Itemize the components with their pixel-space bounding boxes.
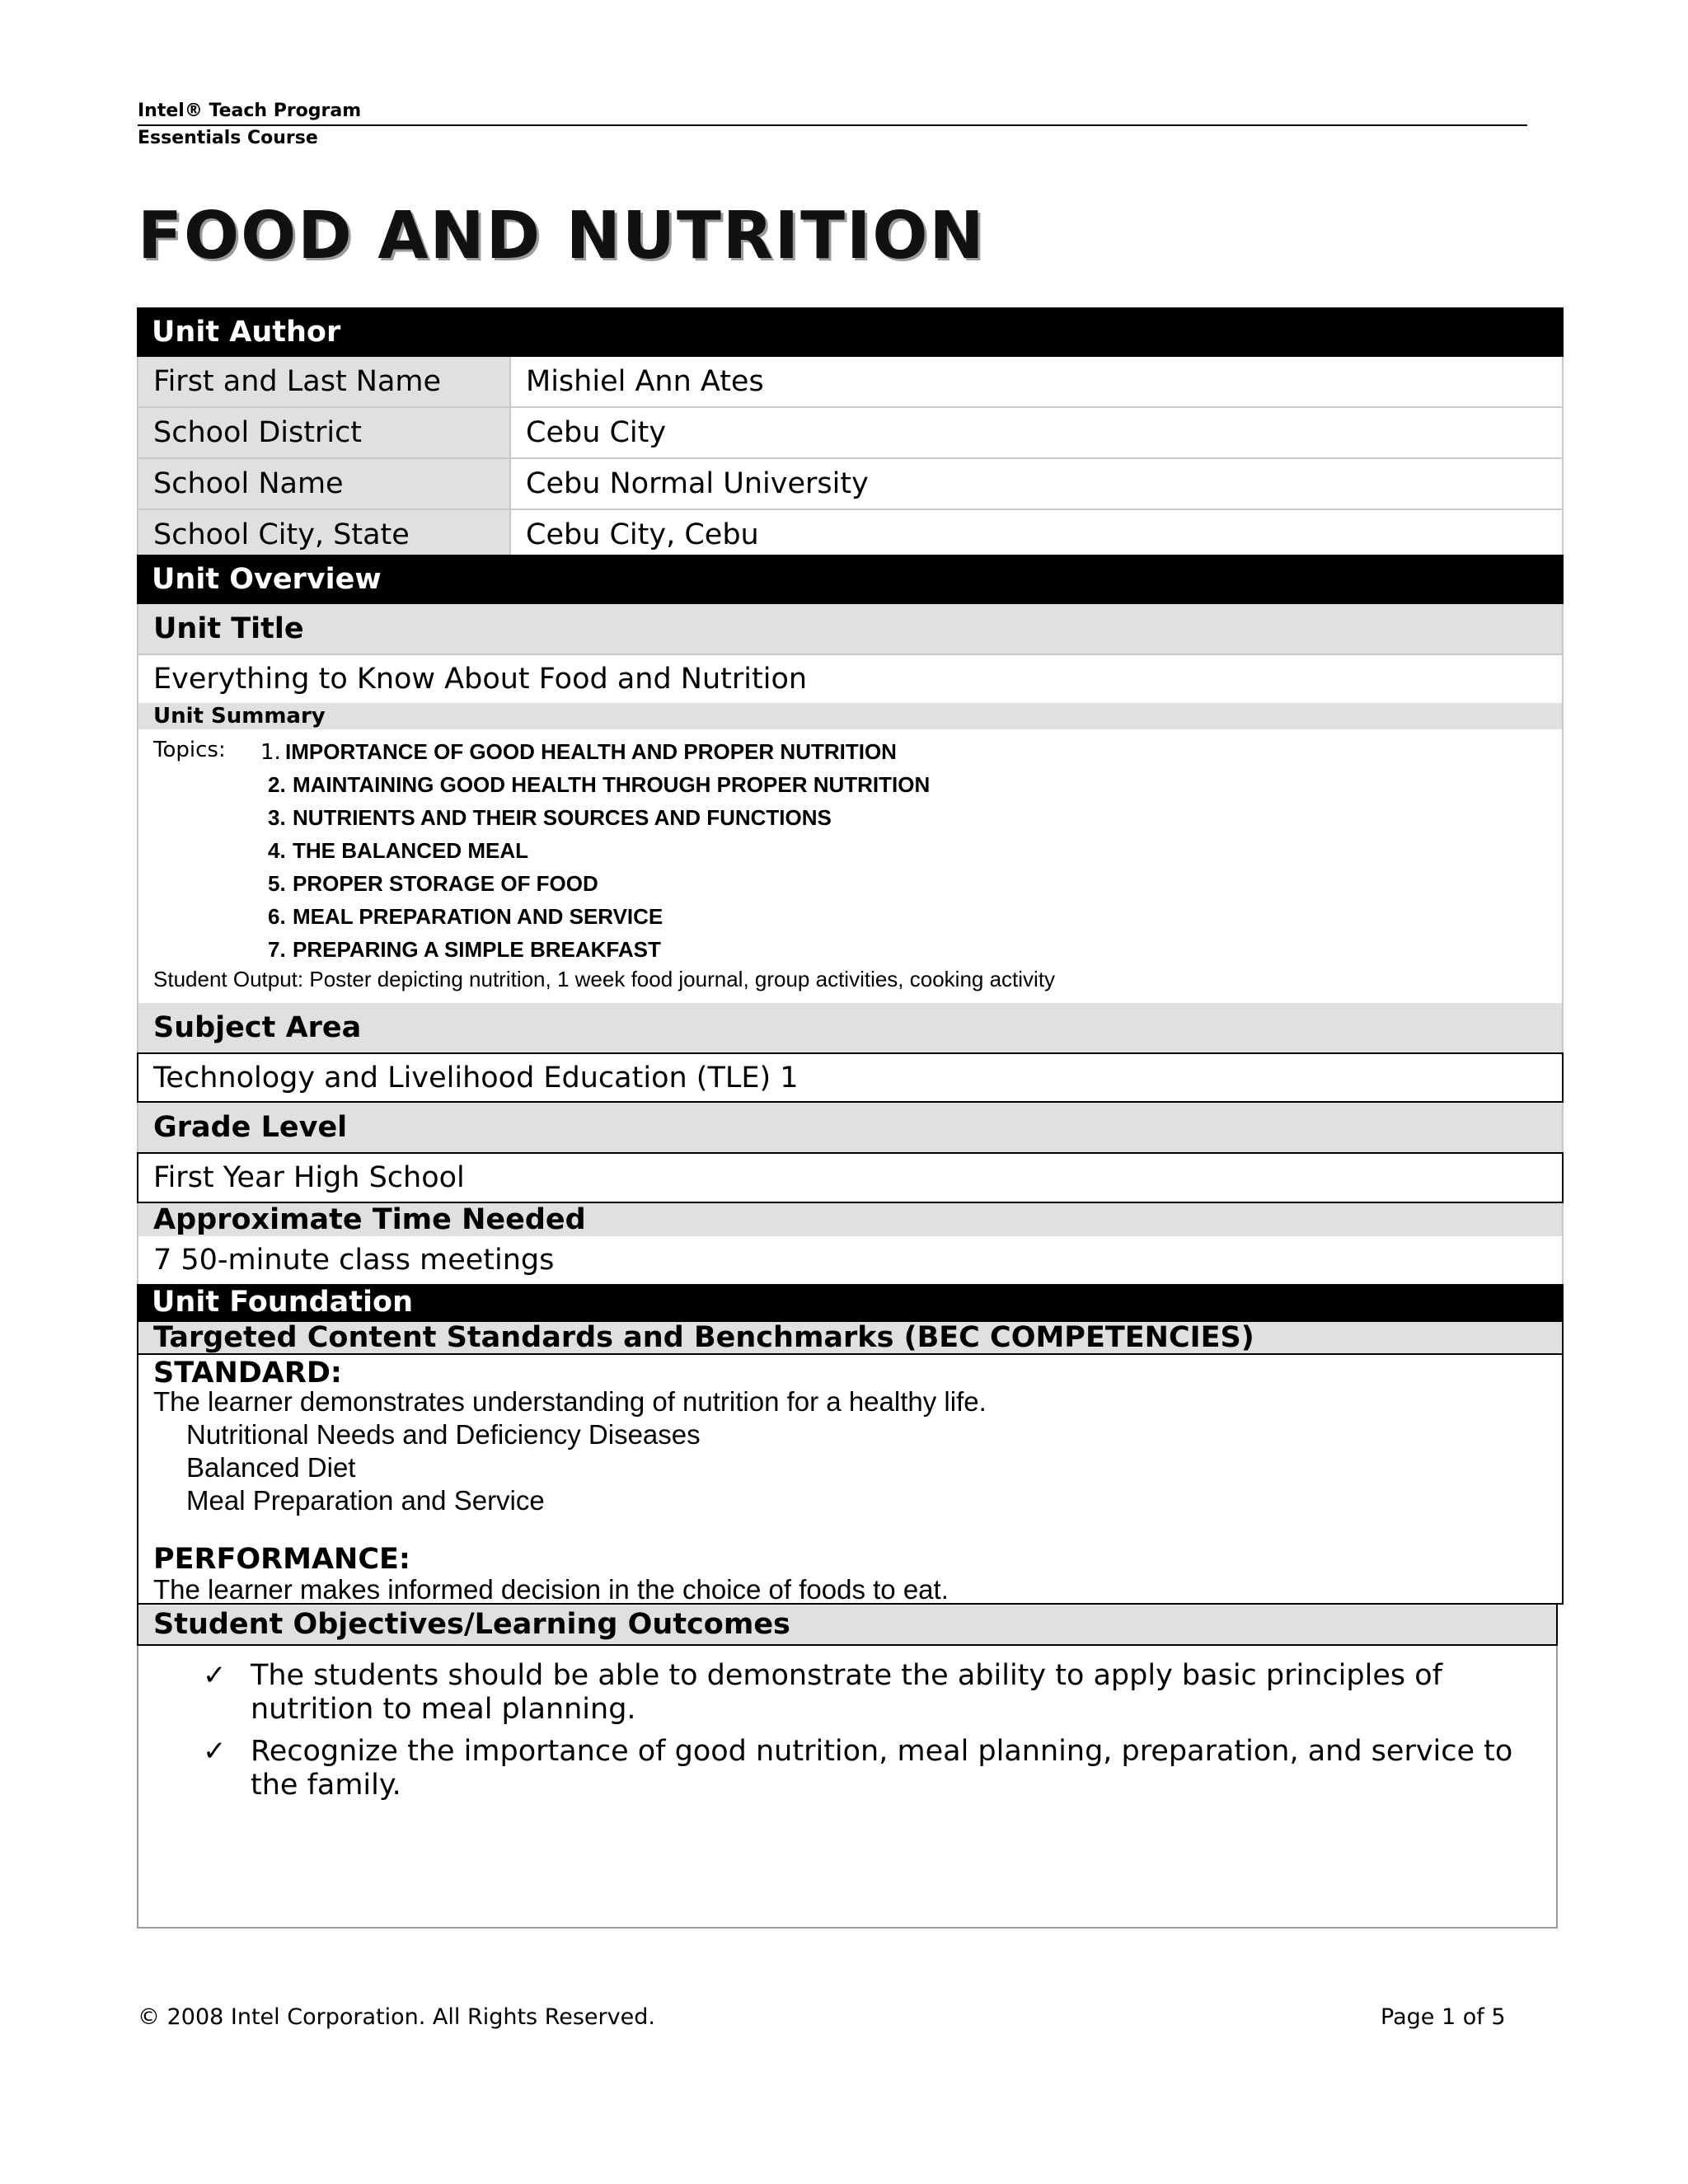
school-city-label: School City, State [138, 510, 511, 560]
program-name: Intel® Teach Program [138, 101, 362, 121]
subject-area-label: Subject Area [137, 1003, 1564, 1052]
author-row [138, 408, 1562, 459]
course-name: Essentials Course [138, 128, 318, 148]
topic-item: 7. PREPARING A SIMPLE BREAKFAST [268, 937, 661, 962]
copyright-notice: © 2008 Intel Corporation. All Rights Reserved. [138, 2004, 655, 2030]
objective-item: ✓ Recognize the importance of good nutrition, meal planning, preparation, and service to the family. [203, 1735, 1513, 1802]
unit-foundation-heading: Unit Foundation [137, 1284, 1564, 1320]
author-name-label: First and Last Name [138, 357, 511, 406]
unit-title-value: Everything to Know About Food and Nutrition [137, 654, 1564, 703]
topics-label: Topics: [153, 738, 226, 762]
author-row [138, 510, 1562, 560]
unit-summary-label: Unit Summary [137, 703, 1564, 729]
school-name-label: School Name [138, 459, 511, 509]
document-title: FOOD AND NUTRITION [138, 198, 986, 274]
grade-level-label: Grade Level [137, 1103, 1564, 1152]
running-header [138, 97, 1527, 152]
unit-overview-heading: Unit Overview [137, 555, 1564, 604]
standard-item: Nutritional Needs and Deficiency Diseases [186, 1419, 701, 1450]
author-row [138, 357, 1562, 408]
page-number: Page 1 of 5 [1381, 2004, 1506, 2030]
student-output: Student Output: Poster depicting nutrition, 1 week food journal, group activities, cooking activity [153, 967, 1056, 991]
school-district-value: Cebu City [526, 416, 667, 449]
topic-item: 5. PROPER STORAGE OF FOOD [268, 871, 598, 896]
header-rule [138, 124, 1527, 126]
check-icon: ✓ [203, 1659, 227, 1692]
author-row [138, 459, 1562, 510]
topics-list [260, 735, 897, 768]
time-needed-value: 7 50-minute class meetings [137, 1236, 1564, 1284]
school-city-value: Cebu City, Cebu [526, 518, 759, 551]
check-icon: ✓ [203, 1735, 227, 1768]
author-name-value: Mishiel Ann Ates [526, 365, 764, 398]
standards-body [137, 1355, 1564, 1605]
standard-text: The learner demonstrates understanding of nutrition for a healthy life. [153, 1386, 987, 1417]
school-name-value: Cebu Normal University [526, 467, 869, 500]
objectives-label: Student Objectives/Learning Outcomes [137, 1605, 1558, 1646]
school-district-label: School District [138, 408, 511, 457]
standards-label: Targeted Content Standards and Benchmarks (BEC COMPETENCIES) [137, 1320, 1564, 1355]
unit-author-table [137, 357, 1564, 560]
objective-item: ✓ The students should be able to demonstrate the ability to apply basic principles of nutrition to meal planning. [203, 1659, 1442, 1726]
topic-item: 1. IMPORTANCE OF GOOD HEALTH AND PROPER NUTRITION [260, 739, 897, 765]
standard-heading: STANDARD: [153, 1357, 342, 1390]
topic-item: 6. MEAL PREPARATION AND SERVICE [268, 904, 663, 929]
grade-level-value: First Year High School [137, 1152, 1564, 1203]
performance-heading: PERFORMANCE: [153, 1543, 410, 1576]
unit-summary-body [137, 729, 1564, 1003]
topic-item: 2. MAINTAINING GOOD HEALTH THROUGH PROPER NUTRITION [268, 772, 931, 797]
time-needed-label: Approximate Time Needed [137, 1203, 1564, 1236]
topic-item: 3. NUTRIENTS AND THEIR SOURCES AND FUNCTIONS [268, 805, 832, 830]
topic-item: 4. THE BALANCED MEAL [268, 838, 528, 863]
standard-item: Balanced Diet [186, 1452, 356, 1483]
subject-area-value: Technology and Livelihood Education (TLE) 1 [137, 1052, 1564, 1103]
standard-item: Meal Preparation and Service [186, 1485, 545, 1516]
objectives-body [137, 1646, 1558, 1929]
unit-author-heading: Unit Author [137, 307, 1564, 357]
performance-text: The learner makes informed decision in the choice of foods to eat. [153, 1574, 949, 1605]
topics-list-cont [268, 768, 930, 966]
unit-title-label: Unit Title [137, 604, 1564, 654]
